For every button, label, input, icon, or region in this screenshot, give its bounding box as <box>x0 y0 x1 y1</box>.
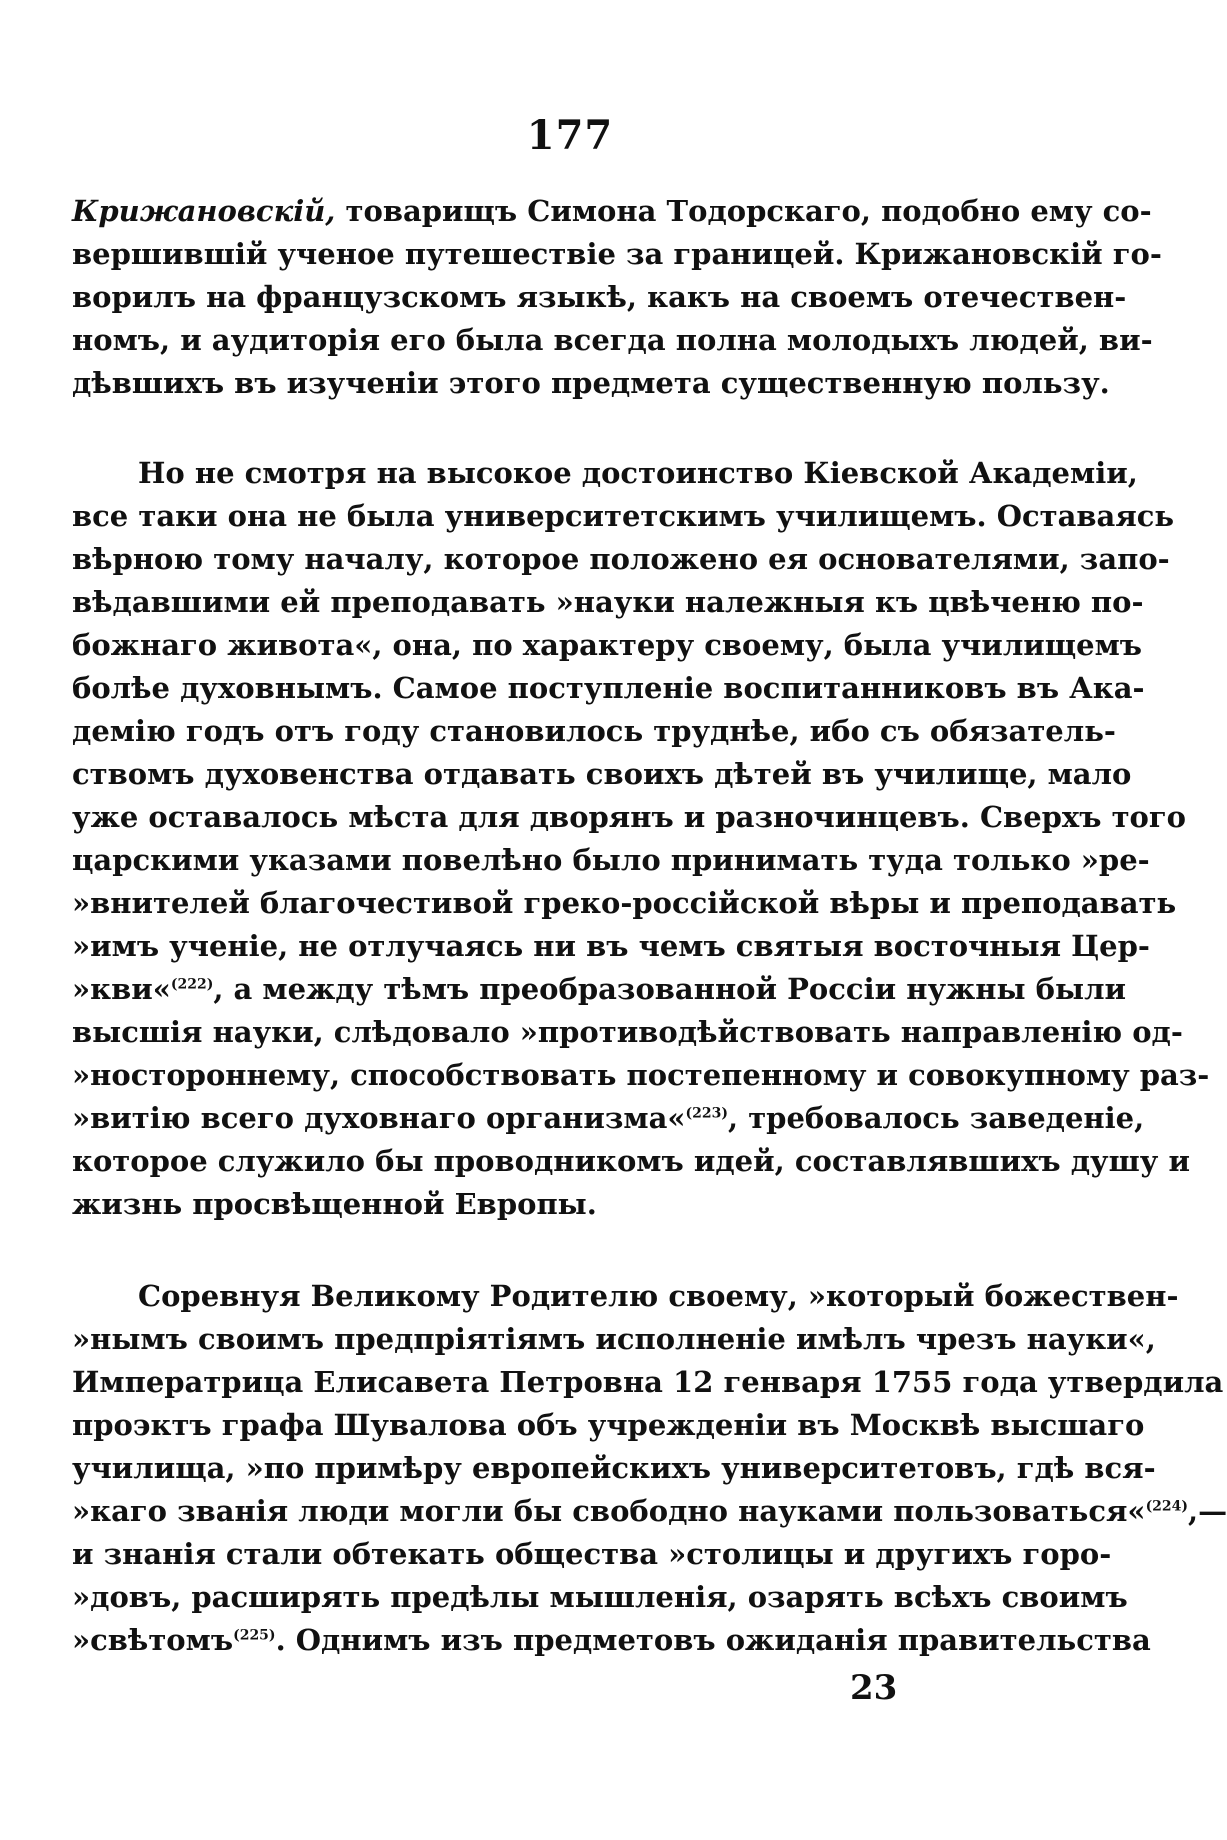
line-text: »кви« <box>72 972 171 1006</box>
footnote-ref-222: (222) <box>170 976 214 993</box>
paragraph-2-line-11: »внителей благочестивой греко-россійской вѣры и преподавать <box>72 886 1177 920</box>
paragraph-2-line-5: божнаго живота«, она, по характеру своему, была училищемъ <box>72 628 1143 662</box>
line-text: ,— <box>1188 1494 1227 1528</box>
paragraph-3-line-4: проэктъ графа Шувалова объ учрежденіи въ Москвѣ высшаго <box>72 1408 1145 1442</box>
paragraph-2-line-2: все таки она не была университетскимъ училищемъ. Оставаясь <box>72 499 1175 533</box>
paragraph-2-line-6: болѣе духовнымъ. Самое поступленіе воспитанниковъ въ Ака- <box>72 671 1145 705</box>
paragraph-2-line-12: »имъ ученіе, не отлучаясь ни въ чемъ святыя восточныя Цер- <box>72 929 1150 963</box>
signature-mark: 23 <box>850 1668 898 1708</box>
paragraph-2-line-17: которое служило бы проводникомъ идей, составлявшихъ душу и <box>72 1144 1190 1178</box>
paragraph-1-line-1 <box>72 190 1152 233</box>
paragraph-1-line-2: вершившій ученое путешествіе за границей. Крижановскій го- <box>72 237 1162 271</box>
paragraph-3-line-5: училища, »по примѣру европейскихъ университетовъ, гдѣ вся- <box>72 1451 1156 1485</box>
paragraph-2-line-14: высшія науки, слѣдовало »противодѣйствовать направленію од- <box>72 1015 1183 1049</box>
paragraph-2-line-16 <box>72 1097 1145 1140</box>
footnote-ref-224: (224) <box>1145 1498 1189 1515</box>
paragraph-2-line-10: царскими указами повелѣно было принимать туда только »ре- <box>72 843 1150 877</box>
paragraph-3-line-2: »нымъ своимъ предпріятіямъ исполненіе имѣлъ чрезъ науки«, <box>72 1322 1156 1356</box>
paragraph-2-line-9: уже оставалось мѣста для дворянъ и разночинцевъ. Сверхъ того <box>72 800 1186 834</box>
line-text: »каго званія люди могли бы свободно науками пользоваться« <box>72 1494 1146 1528</box>
paragraph-2 <box>72 452 1210 1226</box>
paragraph-2-line-1: Но не смотря на высокое достоинство Кіевской Академіи, <box>138 456 1138 490</box>
paragraph-3-line-1: Соревнуя Великому Родителю своему, »который божествен- <box>138 1279 1179 1313</box>
line-text: »свѣтомъ <box>72 1623 234 1657</box>
paragraph-2-line-13 <box>72 968 1127 1011</box>
footnote-ref-225: (225) <box>233 1627 276 1644</box>
line-text: , требовалось заведеніе, <box>728 1101 1145 1135</box>
paragraph-3-line-3: Императрица Елисавета Петровна 12 генваря 1755 года утвердила <box>72 1365 1224 1399</box>
paragraph-1-line-5: дѣвшихъ въ изученіи этого предмета существенную пользу. <box>72 366 1110 400</box>
footnote-ref-223: (223) <box>685 1105 728 1122</box>
paragraph-1-line-4: номъ, и аудиторія его была всегда полна молодыхъ людей, ви- <box>72 323 1153 357</box>
paragraph-1-line-3: ворилъ на французскомъ языкѣ, какъ на своемъ отечествен- <box>72 280 1127 314</box>
line-text: товарищъ Симона Тодорскаго, подобно ему со- <box>335 194 1152 228</box>
name-krizhanovsky: Крижановскій, <box>72 194 336 228</box>
paragraph-3-line-6 <box>72 1490 1227 1533</box>
paragraph-3 <box>72 1275 1227 1662</box>
line-text: »витію всего духовнаго организма« <box>72 1101 686 1135</box>
paragraph-2-line-18: жизнь просвѣщенной Европы. <box>72 1187 597 1221</box>
paragraph-2-line-3: вѣрною тому началу, которое положено ея основателями, запо- <box>72 542 1170 576</box>
paragraph-3-line-9 <box>72 1619 1151 1662</box>
paragraph-3-line-7: и знанія стали обтекать общества »столицы и другихъ горо- <box>72 1537 1112 1571</box>
paragraph-2-line-15: »ностороннему, способствовать постепенному и совокупному раз- <box>72 1058 1210 1092</box>
line-text: , а между тѣмъ преобразованной Россіи нужны были <box>213 972 1127 1006</box>
paragraph-2-line-7: демію годъ отъ году становилось труднѣе, ибо съ обязатель- <box>72 714 1116 748</box>
paragraph-2-line-8: ствомъ духовенства отдавать своихъ дѣтей въ училище, мало <box>72 757 1132 791</box>
line-text: . Однимъ изъ предметовъ ожиданія правительства <box>275 1623 1151 1657</box>
paragraph-3-line-8: »довъ, расширять предѣлы мышленія, озарять всѣхъ своимъ <box>72 1580 1128 1614</box>
page-number: 177 <box>526 112 614 159</box>
paragraph-1 <box>72 190 1162 405</box>
paragraph-2-line-4: вѣдавшими ей преподавать »науки належныя къ цвѣченю по- <box>72 585 1144 619</box>
